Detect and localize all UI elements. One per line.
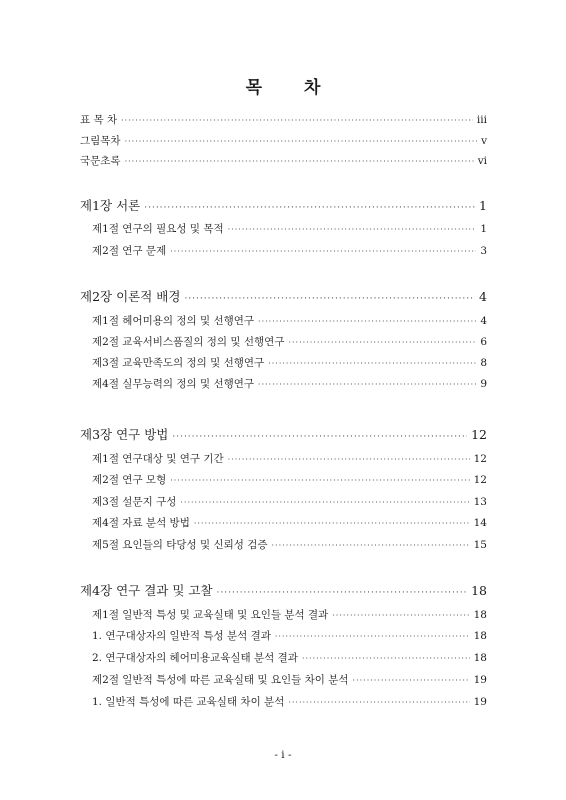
dot-leader <box>194 519 470 528</box>
toc-entry-title: 제3절 교육만족도의 정의 및 선행연구 <box>92 357 265 369</box>
toc-entry[interactable] <box>80 133 487 148</box>
toc-entry-title: 표 목 차 <box>80 114 118 126</box>
toc-entry-page: 12 <box>473 453 487 465</box>
toc-entry-page: 3 <box>480 245 487 257</box>
toc-entry-title: 제3장 연구 방법 <box>80 427 169 442</box>
toc-chapter[interactable] <box>80 196 487 214</box>
toc-entry-page: 8 <box>480 357 487 369</box>
toc-entry[interactable] <box>92 313 487 328</box>
toc-entry-title: 제5절 요인들의 타당성 및 신뢰성 검증 <box>92 539 268 551</box>
dot-leader <box>180 498 469 507</box>
dot-leader <box>125 157 474 166</box>
toc-entry-title: 제3절 설문지 구성 <box>92 496 177 508</box>
toc-entry-title: 제4장 연구 결과 및 고찰 <box>80 583 213 598</box>
toc-entry-page: 4 <box>479 289 487 304</box>
toc-entry-title: 1. 연구대상자의 일반적 특성 분석 결과 <box>92 630 271 642</box>
toc-entry-page: 9 <box>480 378 487 390</box>
dot-leader <box>353 676 470 685</box>
toc-entry-title: 제2절 일반적 특성에 따른 교육실태 및 요인들 차이 분석 <box>92 674 349 686</box>
page-number: - i - <box>274 749 292 761</box>
toc-entry-title: 제1절 일반적 특성 및 교육실태 및 요인들 분석 결과 <box>92 609 329 621</box>
toc-entry-page: 12 <box>473 474 487 486</box>
toc-entry-title: 국문초록 <box>80 155 121 167</box>
toc-entry[interactable] <box>92 451 487 466</box>
dot-leader <box>125 137 477 146</box>
toc-entry-page: 1 <box>479 198 487 213</box>
toc-entry[interactable] <box>80 153 487 168</box>
toc-entry-title: 제2절 교육서비스품질의 정의 및 선행연구 <box>92 336 285 348</box>
toc-entry-page: 18 <box>473 652 487 664</box>
dot-leader <box>144 203 475 213</box>
toc-entry-page: 15 <box>473 539 487 551</box>
toc-entry[interactable] <box>92 537 487 552</box>
toc-entry-page: iii <box>476 114 487 126</box>
toc-entry-title: 제2절 연구 모형 <box>92 474 167 486</box>
toc-entry[interactable] <box>92 494 487 509</box>
toc-entry-page: 19 <box>473 696 487 708</box>
dot-leader <box>170 247 476 256</box>
dot-leader <box>217 588 468 598</box>
dot-leader <box>268 359 476 368</box>
dot-leader <box>332 611 469 620</box>
toc-entry[interactable] <box>92 672 487 687</box>
toc-entry[interactable] <box>92 243 487 258</box>
toc-entry[interactable] <box>92 628 487 643</box>
toc-entry[interactable] <box>92 650 487 665</box>
dot-leader <box>302 654 470 663</box>
dot-leader <box>258 380 476 389</box>
toc-entry-page: 18 <box>473 630 487 642</box>
toc-entry-title: 제1장 서론 <box>80 198 141 213</box>
dot-leader <box>121 116 473 125</box>
toc-entry-page: vi <box>477 155 487 167</box>
toc-entry[interactable] <box>92 376 487 391</box>
dot-leader <box>275 632 470 641</box>
toc-entry[interactable] <box>92 355 487 370</box>
toc-chapter[interactable] <box>80 425 487 443</box>
dot-leader <box>172 432 467 442</box>
toc-entry-page: v <box>481 135 487 147</box>
toc-entry-title: 1. 일반적 특성에 따른 교육실태 차이 분석 <box>92 696 285 708</box>
toc-entry-page: 12 <box>471 427 487 442</box>
toc-entry-page: 6 <box>480 336 487 348</box>
toc-entry-title: 제1절 연구대상 및 연구 기간 <box>92 453 224 465</box>
toc-entry[interactable] <box>92 334 487 349</box>
dot-leader <box>184 294 475 304</box>
toc-entry-page: 18 <box>473 609 487 621</box>
dot-leader <box>258 317 476 326</box>
toc-entry[interactable] <box>92 694 487 709</box>
toc-chapter[interactable] <box>80 287 487 305</box>
toc-entry-page: 1 <box>480 223 487 235</box>
toc-entry[interactable] <box>92 607 487 622</box>
toc-entry-title: 제4절 자료 분석 방법 <box>92 517 190 529</box>
toc-entry[interactable] <box>92 472 487 487</box>
toc-entry[interactable] <box>92 515 487 530</box>
toc-entry-page: 19 <box>473 674 487 686</box>
toc-entry-title: 제2장 이론적 배경 <box>80 289 181 304</box>
dot-leader <box>170 476 469 485</box>
toc-entry-title: 그림목차 <box>80 135 121 147</box>
toc-entry-title: 제4절 실무능력의 정의 및 선행연구 <box>92 378 255 390</box>
dot-leader <box>228 225 477 234</box>
dot-leader <box>272 541 470 550</box>
page-title: 목 차 <box>245 78 339 98</box>
dot-leader <box>288 338 476 347</box>
toc-entry[interactable] <box>92 221 487 236</box>
toc-entry-page: 4 <box>480 315 487 327</box>
toc-entry-title: 제1절 연구의 필요성 및 목적 <box>92 223 224 235</box>
toc-chapter[interactable] <box>80 581 487 599</box>
dot-leader <box>228 455 470 464</box>
toc-entry-page: 14 <box>473 517 487 529</box>
toc-entry[interactable] <box>80 112 487 127</box>
toc-entry-page: 13 <box>473 496 487 508</box>
toc-entry-page: 18 <box>471 583 487 598</box>
toc-entry-title: 제2절 연구 문제 <box>92 245 167 257</box>
dot-leader <box>288 698 469 707</box>
toc-entry-title: 2. 연구대상자의 헤어미용교육실태 분석 결과 <box>92 652 298 664</box>
toc-entry-title: 제1절 헤어미용의 정의 및 선행연구 <box>92 315 255 327</box>
